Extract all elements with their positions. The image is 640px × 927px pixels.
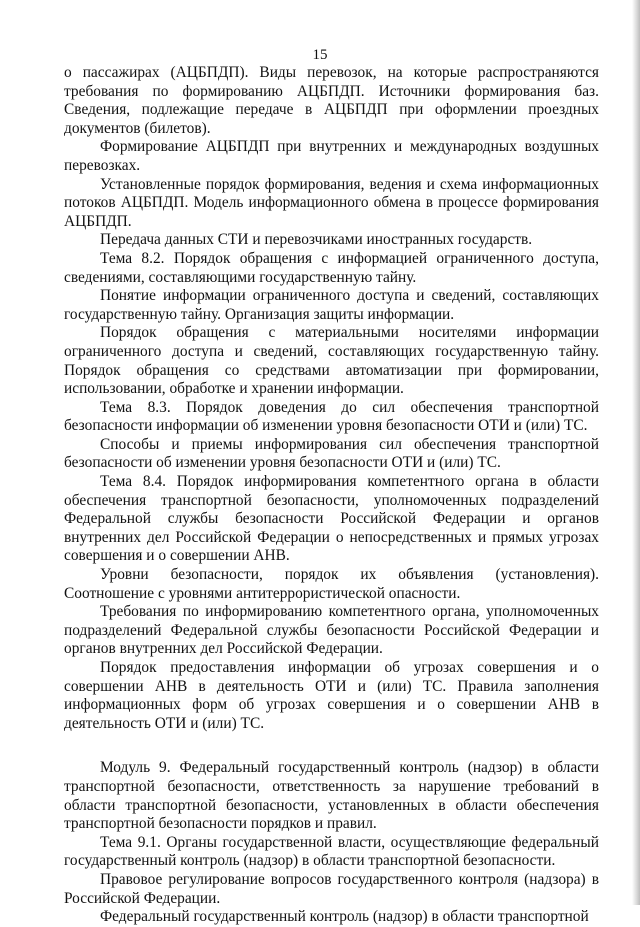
document-body — [64, 64, 599, 927]
paragraph: Формирование АЦБПДП при внутренних и международных воздушных перевозках. — [64, 138, 599, 174]
paragraph: Установленные порядок формирования, ведения и схема информационных потоков АЦБПДП. Модель информационного обмена в процессе формирования АЦБПДП. — [64, 175, 599, 230]
scan-edge — [632, 0, 640, 905]
paragraph: Уровни безопасности, порядок их объявления (установления). Соотношение с уровнями антитеррористической опасности. — [64, 566, 599, 602]
topic-heading-8-3: Тема 8.3. Порядок доведения до сил обеспечения транспортной безопасности информации об изменении уровня безопасности ОТИ и (или) ТС. — [64, 398, 599, 435]
paragraph: Требования по информированию компетентного органа, уполномоченных подразделений Федеральной службы безопасности Российской Федерации и органов внутренних дел Российской Федерации. — [64, 603, 599, 658]
page-number: 15 — [312, 47, 328, 63]
topic-heading-9-1: Тема 9.1. Органы государственной власти, осуществляющие федеральный государственный контроль (надзор) в области транспортной безопасности. — [64, 833, 599, 870]
paragraph-continuation: о пассажирах (АЦБПДП). Виды перевозок, на которые распространяются требования по формированию АЦБПДП. Источники формирования баз. Сведения, подлежащие передаче в АЦБПДП при оформлении проездных документов (билетов). — [64, 64, 599, 137]
topic-heading-8-2: Тема 8.2. Порядок обращения с информацией ограниченного доступа, сведениями, составляющими государственную тайну. — [64, 249, 599, 286]
paragraph: Порядок обращения с материальными носителями информации ограниченного доступа и сведений, составляющих государственную тайну. Порядок обращения со средствами автоматизации при формировании, использовании, обработке и хранении информации. — [64, 324, 599, 398]
paragraph: Понятие информации ограниченного доступа и сведений, составляющих государственную тайну. Организация защиты информации. — [64, 287, 599, 323]
paragraph-truncated: Федеральный государственный контроль (надзор) в области транспортной — [100, 908, 589, 926]
module-heading-9: Модуль 9. Федеральный государственный контроль (надзор) в области транспортной безопасности, ответственность за нарушение требований в области транспортной безопасности, установленных в области обеспечения транспортной безопасности порядков и правил. — [64, 759, 599, 833]
paragraph: Правовое регулирование вопросов государственного контроля (надзора) в Российской Федерации. — [64, 870, 599, 907]
paragraph: Порядок предоставления информации об угрозах совершения и о совершении АНВ в деятельность ОТИ и (или) ТС. Правила заполнения информационных форм об угрозах совершения и о совершении АНВ в деятельность ОТИ и (или) ТС. — [64, 659, 599, 732]
topic-heading-8-4: Тема 8.4. Порядок информирования компетентного органа в области обеспечения транспортной безопасности, уполномоченных подразделений Федеральной службы безопасности Российской Федерации и органов внутренних дел Российской Федерации о непосредственных и прямых угрозах совершения и о совершении АНВ. — [64, 473, 599, 565]
paragraph: Способы и приемы информирования сил обеспечения транспортной безопасности об изменении уровня безопасности ОТИ и (или) ТС. — [64, 435, 599, 472]
paragraph: Передача данных СТИ и перевозчиками иностранных государств. — [100, 231, 533, 249]
